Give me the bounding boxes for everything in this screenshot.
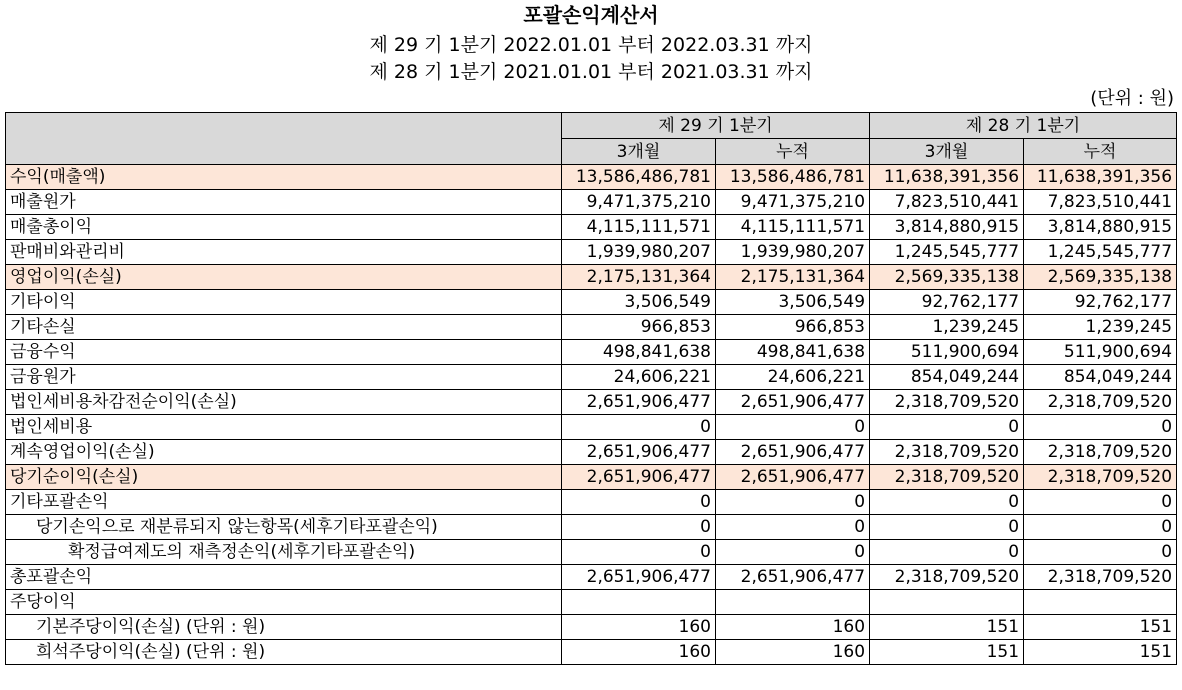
- value-3m-current: 3,506,549: [562, 290, 716, 315]
- table-row: [6, 265, 1177, 290]
- value-cumulative-current: 0: [716, 415, 870, 440]
- value-cumulative-prior: 11,638,391,356: [1024, 165, 1177, 190]
- value-3m-prior: 2,318,709,520: [870, 440, 1024, 465]
- value-cumulative-current: 1,939,980,207: [716, 240, 870, 265]
- account-label: 희석주당이익(손실) (단위 : 원): [6, 640, 562, 665]
- value-3m-prior: 854,049,244: [870, 365, 1024, 390]
- value-cumulative-prior: 2,569,335,138: [1024, 265, 1177, 290]
- value-3m-prior: 2,318,709,520: [870, 390, 1024, 415]
- header-cumulative-current: 누적: [716, 139, 870, 165]
- value-3m-prior: 511,900,694: [870, 340, 1024, 365]
- account-label: 확정급여제도의 재측정손익(세후기타포괄손익): [6, 540, 562, 565]
- value-3m-prior: 0: [870, 415, 1024, 440]
- value-3m-prior: 1,245,545,777: [870, 240, 1024, 265]
- value-3m-current: 0: [562, 490, 716, 515]
- value-3m-prior: 151: [870, 615, 1024, 640]
- table-row: [6, 540, 1177, 565]
- account-label: 매출원가: [6, 190, 562, 215]
- value-cumulative-current: 2,651,906,477: [716, 440, 870, 465]
- value-cumulative-prior: 7,823,510,441: [1024, 190, 1177, 215]
- value-3m-current: 160: [562, 640, 716, 665]
- value-cumulative-current: 0: [716, 515, 870, 540]
- value-cumulative-current: 0: [716, 490, 870, 515]
- value-3m-prior: 2,569,335,138: [870, 265, 1024, 290]
- value-3m-prior: 151: [870, 640, 1024, 665]
- value-cumulative-current: 13,586,486,781: [716, 165, 870, 190]
- value-3m-current: 9,471,375,210: [562, 190, 716, 215]
- account-label: 영업이익(손실): [6, 265, 562, 290]
- table-row: [6, 215, 1177, 240]
- value-3m-prior: 2,318,709,520: [870, 465, 1024, 490]
- value-cumulative-current: 966,853: [716, 315, 870, 340]
- table-row: [6, 565, 1177, 590]
- value-cumulative-prior: [1024, 590, 1177, 615]
- table-row: [6, 315, 1177, 340]
- account-label: 판매비와관리비: [6, 240, 562, 265]
- value-3m-prior: 0: [870, 490, 1024, 515]
- value-3m-current: 966,853: [562, 315, 716, 340]
- value-3m-current: 0: [562, 515, 716, 540]
- header-row-groups: [6, 113, 1177, 139]
- value-3m-current: 24,606,221: [562, 365, 716, 390]
- value-cumulative-prior: 151: [1024, 615, 1177, 640]
- value-cumulative-prior: 92,762,177: [1024, 290, 1177, 315]
- value-cumulative-prior: 0: [1024, 415, 1177, 440]
- value-cumulative-current: 2,175,131,364: [716, 265, 870, 290]
- account-label: 당기순이익(손실): [6, 465, 562, 490]
- value-3m-current: 4,115,111,571: [562, 215, 716, 240]
- value-3m-current: [562, 590, 716, 615]
- table-row: [6, 340, 1177, 365]
- value-cumulative-prior: 2,318,709,520: [1024, 565, 1177, 590]
- value-3m-prior: [870, 590, 1024, 615]
- value-3m-current: 0: [562, 540, 716, 565]
- table-row: [6, 515, 1177, 540]
- header-account-cell: [6, 113, 562, 165]
- value-cumulative-prior: 151: [1024, 640, 1177, 665]
- value-cumulative-current: 160: [716, 615, 870, 640]
- value-cumulative-current: 0: [716, 540, 870, 565]
- value-3m-current: 2,651,906,477: [562, 390, 716, 415]
- value-3m-current: 498,841,638: [562, 340, 716, 365]
- period-prior: 제 28 기 1분기 2021.01.01 부터 2021.03.31 까지: [369, 61, 813, 83]
- value-cumulative-current: 2,651,906,477: [716, 390, 870, 415]
- table-body: [6, 165, 1177, 665]
- value-cumulative-prior: 0: [1024, 540, 1177, 565]
- table-row: [6, 390, 1177, 415]
- value-3m-current: 2,651,906,477: [562, 440, 716, 465]
- value-3m-prior: 0: [870, 540, 1024, 565]
- account-label: 당기손익으로 재분류되지 않는항목(세후기타포괄손익): [6, 515, 562, 540]
- account-label: 기타포괄손익: [6, 490, 562, 515]
- value-cumulative-prior: 2,318,709,520: [1024, 390, 1177, 415]
- statement-title: 포괄손익계산서: [523, 3, 659, 27]
- value-3m-current: 1,939,980,207: [562, 240, 716, 265]
- account-label: 주당이익: [6, 590, 562, 615]
- value-3m-current: 2,175,131,364: [562, 265, 716, 290]
- value-3m-current: 160: [562, 615, 716, 640]
- table-row: [6, 165, 1177, 190]
- value-3m-prior: 7,823,510,441: [870, 190, 1024, 215]
- account-label: 금융수익: [6, 340, 562, 365]
- header-cumulative-prior: 누적: [1024, 139, 1177, 165]
- value-3m-current: 2,651,906,477: [562, 565, 716, 590]
- account-label: 기타이익: [6, 290, 562, 315]
- table-row: [6, 415, 1177, 440]
- header-group-prior: 제 28 기 1분기: [870, 113, 1177, 139]
- value-3m-prior: 3,814,880,915: [870, 215, 1024, 240]
- unit-label: (단위 : 원): [1090, 88, 1174, 109]
- table-row: [6, 190, 1177, 215]
- value-3m-prior: 11,638,391,356: [870, 165, 1024, 190]
- header-group-current: 제 29 기 1분기: [562, 113, 870, 139]
- account-label: 기타손실: [6, 315, 562, 340]
- account-label: 법인세비용차감전순이익(손실): [6, 390, 562, 415]
- value-cumulative-current: 2,651,906,477: [716, 565, 870, 590]
- value-3m-current: 2,651,906,477: [562, 465, 716, 490]
- value-3m-current: 0: [562, 415, 716, 440]
- table-row: [6, 465, 1177, 490]
- value-cumulative-prior: 511,900,694: [1024, 340, 1177, 365]
- account-label: 매출총이익: [6, 215, 562, 240]
- value-cumulative-prior: 1,239,245: [1024, 315, 1177, 340]
- value-cumulative-current: 24,606,221: [716, 365, 870, 390]
- account-label: 기본주당이익(손실) (단위 : 원): [6, 615, 562, 640]
- value-3m-prior: 92,762,177: [870, 290, 1024, 315]
- account-label: 총포괄손익: [6, 565, 562, 590]
- value-cumulative-prior: 1,245,545,777: [1024, 240, 1177, 265]
- value-cumulative-prior: 2,318,709,520: [1024, 465, 1177, 490]
- value-cumulative-current: 9,471,375,210: [716, 190, 870, 215]
- account-label: 금융원가: [6, 365, 562, 390]
- value-3m-prior: 2,318,709,520: [870, 565, 1024, 590]
- value-cumulative-current: 160: [716, 640, 870, 665]
- table-row: [6, 615, 1177, 640]
- value-cumulative-prior: 854,049,244: [1024, 365, 1177, 390]
- header-3m-current: 3개월: [562, 139, 716, 165]
- value-cumulative-prior: 0: [1024, 490, 1177, 515]
- table-row: [6, 290, 1177, 315]
- table-row: [6, 640, 1177, 665]
- account-label: 수익(매출액): [6, 165, 562, 190]
- table-row: [6, 490, 1177, 515]
- value-cumulative-current: 3,506,549: [716, 290, 870, 315]
- value-3m-prior: 1,239,245: [870, 315, 1024, 340]
- table-row: [6, 440, 1177, 465]
- table-row: [6, 590, 1177, 615]
- table-row: [6, 365, 1177, 390]
- value-cumulative-prior: 0: [1024, 515, 1177, 540]
- value-3m-prior: 0: [870, 515, 1024, 540]
- account-label: 계속영업이익(손실): [6, 440, 562, 465]
- header-3m-prior: 3개월: [870, 139, 1024, 165]
- account-label: 법인세비용: [6, 415, 562, 440]
- table-row: [6, 240, 1177, 265]
- value-3m-current: 13,586,486,781: [562, 165, 716, 190]
- table-header: [6, 113, 1177, 165]
- value-cumulative-current: [716, 590, 870, 615]
- value-cumulative-current: 4,115,111,571: [716, 215, 870, 240]
- income-statement-table: [5, 112, 1177, 665]
- value-cumulative-current: 498,841,638: [716, 340, 870, 365]
- period-current: 제 29 기 1분기 2022.01.01 부터 2022.03.31 까지: [369, 34, 813, 56]
- value-cumulative-prior: 2,318,709,520: [1024, 440, 1177, 465]
- value-cumulative-current: 2,651,906,477: [716, 465, 870, 490]
- value-cumulative-prior: 3,814,880,915: [1024, 215, 1177, 240]
